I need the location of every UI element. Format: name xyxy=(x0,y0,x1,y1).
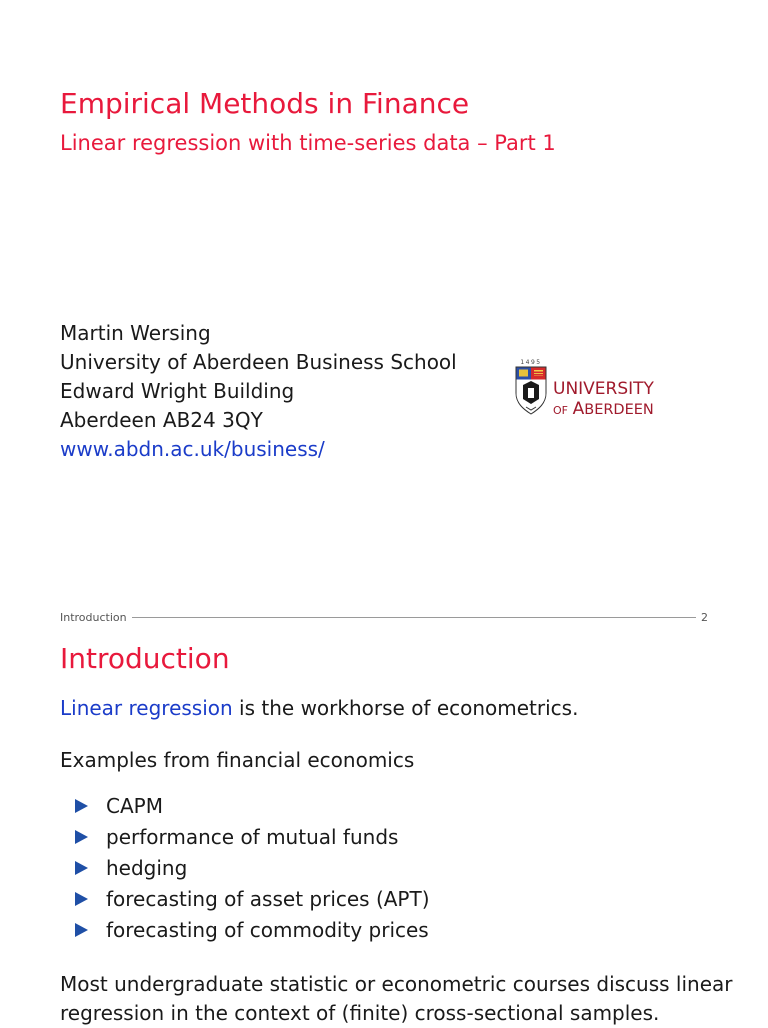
footer-rule xyxy=(132,617,696,618)
bullet-triangle-icon xyxy=(75,892,88,906)
author-name: Martin Wersing xyxy=(60,321,211,345)
list-item-text: forecasting of commodity prices xyxy=(106,917,429,942)
list-item xyxy=(75,883,430,914)
page-number: 2 xyxy=(701,610,708,624)
list-item-text: CAPM xyxy=(106,793,163,818)
section-heading: Introduction xyxy=(60,642,230,675)
list-item-text: performance of mutual funds xyxy=(106,824,399,849)
author-block xyxy=(60,319,457,464)
logo-line-aberdeen xyxy=(553,399,654,419)
bullet-triangle-icon xyxy=(75,799,88,813)
bullet-triangle-icon xyxy=(75,830,88,844)
list-item xyxy=(75,914,430,945)
slide-title: Empirical Methods in Finance xyxy=(60,87,470,120)
list-item xyxy=(75,821,430,852)
linear-regression-link[interactable]: Linear regression xyxy=(60,696,233,720)
logo-rest: BERDEEN xyxy=(584,402,654,418)
website-link[interactable]: www.abdn.ac.uk/business/ xyxy=(60,437,325,461)
slide-footer xyxy=(60,608,708,626)
university-logo xyxy=(513,357,673,417)
logo-of: OF xyxy=(553,404,568,417)
logo-year: 1495 xyxy=(520,359,542,366)
slide-subtitle: Linear regression with time-series data – Part 1 xyxy=(60,131,556,155)
intro-text: is the workhorse of econometrics. xyxy=(232,696,579,720)
bullet-triangle-icon xyxy=(75,923,88,937)
author-affiliation: University of Aberdeen Business School xyxy=(60,350,457,374)
footer-section-label: Introduction xyxy=(60,610,127,624)
list-item xyxy=(75,790,430,821)
examples-list xyxy=(75,790,430,945)
intro-paragraph xyxy=(60,696,578,720)
logo-line-university: UNIVERSITY xyxy=(553,379,654,399)
closing-paragraph: Most undergraduate statistic or econometric courses discuss linear regression in the context of (finite) cross-sectional samples. xyxy=(60,972,733,1025)
logo-big-a: A xyxy=(572,399,585,419)
bullet-triangle-icon xyxy=(75,861,88,875)
author-building: Edward Wright Building xyxy=(60,379,295,403)
list-item-text: hedging xyxy=(106,855,188,880)
university-crest-icon xyxy=(513,357,549,417)
list-item xyxy=(75,852,430,883)
author-city: Aberdeen AB24 3QY xyxy=(60,408,263,432)
examples-heading: Examples from financial economics xyxy=(60,748,415,772)
list-item-text: forecasting of asset prices (APT) xyxy=(106,886,430,911)
